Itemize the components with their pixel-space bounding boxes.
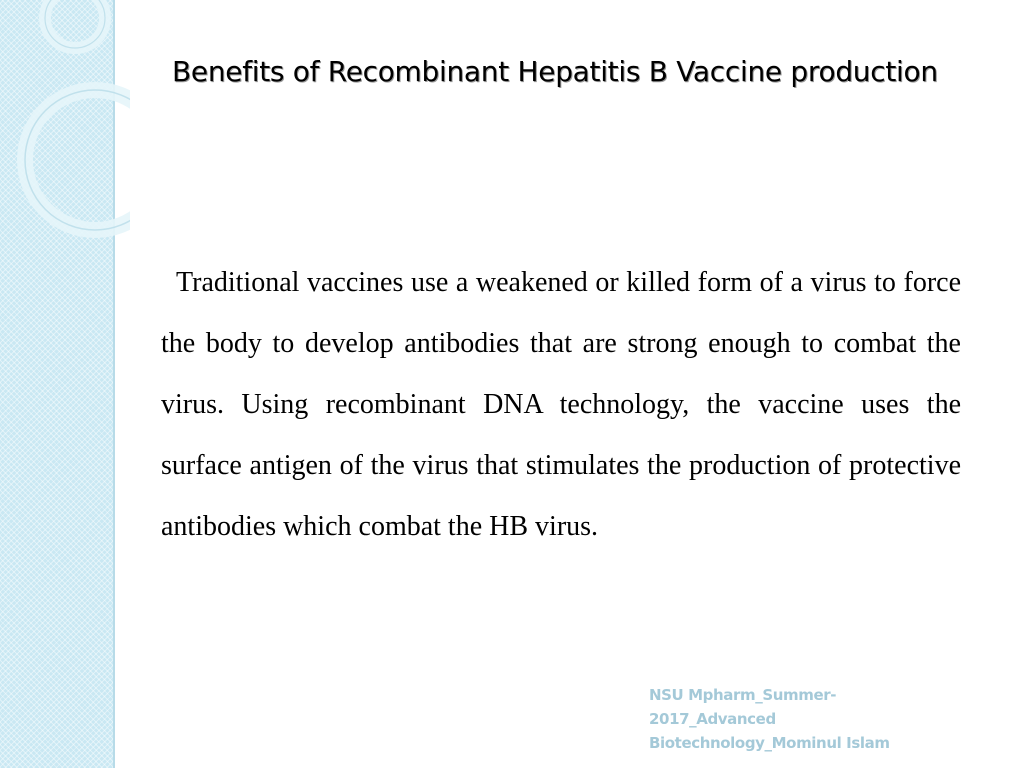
small-ring [45, 0, 105, 48]
slide-footer [649, 683, 949, 755]
decorative-rings [0, 0, 130, 260]
large-ring [25, 90, 130, 230]
footer-line-1: NSU Mpharm_Summer- [649, 686, 837, 704]
slide-body-text: Traditional vaccines use a weakened or killed form of a virus to force the body to develop antibodies that are strong enough to combat the virus. Using recombinant DNA technology, the vaccine uses the surface antigen of the virus that stimulates the production of protective antibodies which combat the HB virus. [161, 267, 961, 542]
slide-title: Benefits of Recombinant Hepatitis B Vaccine production [172, 55, 938, 88]
footer-line-2: 2017_Advanced [649, 710, 776, 728]
footer-line-3: Biotechnology_Mominul Islam [649, 734, 890, 752]
